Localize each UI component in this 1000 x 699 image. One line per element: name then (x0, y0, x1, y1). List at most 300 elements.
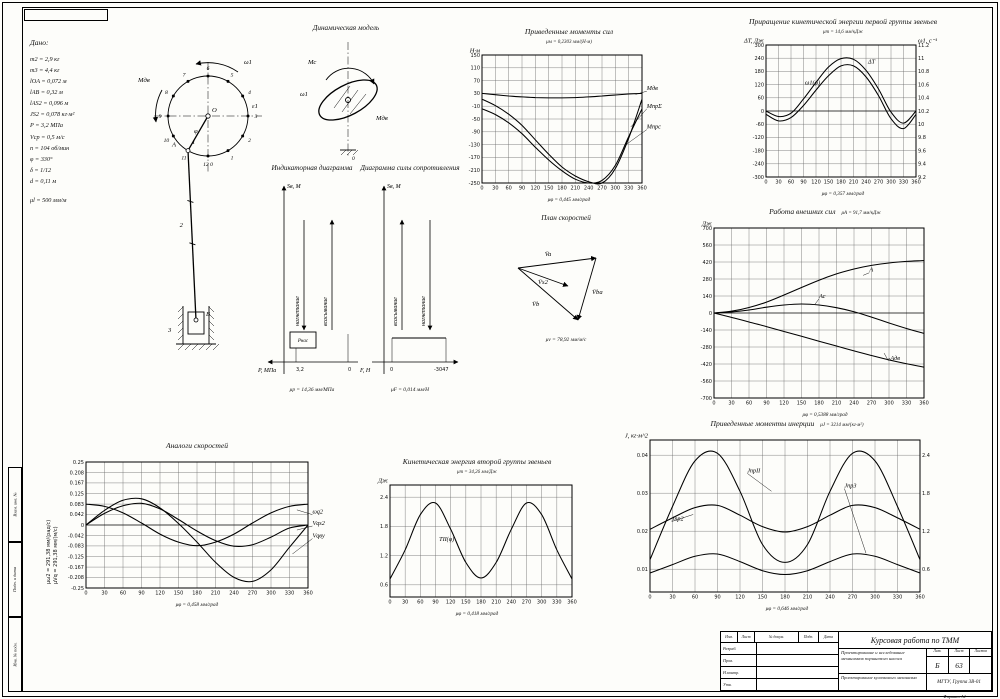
crank-position-label: 3 (254, 114, 258, 120)
indicator-canvas (256, 174, 368, 386)
x-tick-label: 210 (831, 400, 842, 407)
y2-tick-label: 1.2 (922, 529, 930, 535)
chart-canvas (620, 432, 954, 605)
position-dot (172, 95, 175, 98)
mc-label: Мс (308, 59, 317, 66)
y-tick-label: 0.25 (72, 459, 84, 466)
y-axis-unit: J, кг·м^2 (624, 432, 648, 440)
position-dot (227, 80, 230, 83)
position-dot (172, 135, 175, 138)
x-tick-label: 210 (210, 590, 221, 597)
given-data-block (30, 36, 122, 207)
link3-label: 3 (168, 327, 172, 334)
sheets-label: Листов (974, 649, 987, 653)
label-leader (292, 539, 312, 554)
y-tick-label: 420 (702, 259, 712, 266)
y2-tick-label: 9.2 (918, 174, 926, 181)
y-tick-label: 0 (80, 522, 84, 529)
x-tick-label: 0 (84, 590, 88, 597)
f-zero: 0 (390, 367, 394, 373)
x-tick-label: 90 (714, 594, 721, 601)
x-tick-label: 60 (417, 599, 424, 606)
position-dot (241, 95, 244, 98)
chart-title: Приращение кинетической энергии первой группы звеньев (748, 17, 938, 26)
y2-tick-label: 0.6 (922, 567, 930, 573)
resistance-diagram (358, 164, 462, 393)
chart-plot (458, 45, 678, 196)
y-tick-label: -560 (700, 378, 712, 385)
x-tick-label: 360 (637, 185, 647, 192)
y-tick-label: 140 (702, 293, 712, 300)
y-tick-label: 0 (760, 108, 764, 115)
x-tick-label: 180 (557, 185, 567, 192)
y2-tick-label: 11 (918, 56, 925, 62)
y-tick-label: 240 (754, 56, 764, 62)
x-tick-label: 150 (757, 594, 768, 601)
hatch-line (178, 328, 183, 333)
y-tick-label: -0.083 (67, 543, 84, 550)
y2-tick-label: 2.4 (922, 453, 930, 459)
chart-canvas (368, 475, 586, 610)
crank-position-label: 8 (165, 90, 168, 96)
chart-scale-note: μм = 0,2303 мм/(Н·м) (546, 40, 592, 45)
titleblock-header-row (721, 632, 838, 643)
hatch-line (192, 344, 198, 350)
hatch-line (178, 307, 183, 312)
s-axis-label: Sв, М (387, 184, 401, 190)
chart-plot (44, 454, 348, 601)
x-tick-label: 30 (492, 185, 499, 192)
sheet-number: 63 (949, 657, 971, 673)
chart-x-note: μφ = 0,458 мм/град (175, 602, 219, 608)
x-tick-label: 300 (266, 590, 276, 597)
crank-position-label: 4 (248, 90, 251, 96)
x-tick-label: 30 (775, 179, 782, 186)
y-tick-label: 0.208 (69, 470, 84, 477)
chart-title: Аналоги скоростей (165, 441, 229, 450)
joint-A (186, 149, 190, 153)
series-label: ТII(φ) (439, 536, 455, 543)
header-dokum: № докум. (755, 632, 799, 642)
series-label: Jпр2 (671, 515, 684, 523)
y-tick-label: 0 (708, 310, 712, 317)
y-tick-label: 0.042 (69, 512, 84, 519)
discharge-label: нагнетание (295, 296, 301, 326)
y2-tick-label: 10.2 (918, 108, 930, 115)
x-tick-label: 330 (623, 185, 634, 192)
y-tick-label: -0.25 (71, 585, 84, 592)
given-item: P = 3,2 МПа (30, 122, 63, 130)
y-tick-label: -0.125 (67, 554, 84, 561)
crank-position-label: 6 (206, 66, 210, 72)
y-axis-unit: Дж (377, 477, 388, 485)
y2-axis-unit: ω1, c⁻¹ (918, 37, 938, 45)
chart-kinetic2 (368, 450, 586, 617)
y-tick-label: 1.8 (380, 524, 388, 531)
given-item: lAS2 = 0,096 м (30, 100, 69, 108)
titleblock-row (721, 679, 838, 690)
x-tick-label: 150 (796, 400, 807, 407)
chart-canvas (44, 454, 350, 601)
x-tick-label: 240 (849, 400, 859, 407)
x-tick-label: 210 (802, 594, 813, 601)
lit-value: Б (927, 657, 949, 673)
hatch-line (209, 335, 214, 340)
suction-label: всасывание (323, 297, 329, 326)
x-tick-label: 210 (570, 185, 581, 192)
series-label: Ас (819, 292, 826, 300)
chart-plot (684, 220, 960, 411)
link1-label: 1 (192, 139, 196, 146)
chart-title: Приведенные моменты сил (524, 27, 614, 36)
chart-scale-note: μJ = 3214 мм/(кг·м²) (820, 423, 864, 428)
y-tick-label: -280 (700, 344, 712, 351)
crank-position-label: 1 (230, 155, 234, 162)
sheets-number (970, 657, 991, 673)
va-label: V̄a (544, 251, 552, 258)
y-tick-label: -180 (752, 148, 764, 155)
x-tick-label: 60 (505, 185, 512, 192)
vs2-label: V̄s2 (538, 279, 548, 286)
x-tick-label: 90 (800, 179, 807, 186)
y-tick-label: 180 (754, 69, 764, 76)
y-tick-label: -90 (471, 129, 480, 136)
x-tick-label: 0 (712, 400, 716, 407)
y-tick-label: -0.208 (67, 575, 84, 582)
x-tick-label: 180 (476, 599, 486, 606)
chart-plot (740, 35, 944, 190)
omega-arc-arrow (196, 63, 238, 72)
crank-link (188, 116, 208, 151)
crank-position-label: 12 0 (203, 162, 213, 168)
header-list: Лист (738, 632, 755, 642)
y2-tick-label: 10.4 (918, 95, 930, 102)
x-tick-label: 30 (728, 400, 735, 407)
resistance-scale: μF = 0,014 мм/Н (390, 387, 430, 393)
dynamic-model-title: Динамическая модель (312, 24, 380, 32)
hatch-line (199, 344, 205, 350)
hatch-line (178, 314, 183, 319)
lit-label: Лит. (927, 649, 949, 656)
series-label: А (869, 266, 874, 274)
y-tick-label: 1.2 (380, 553, 388, 560)
hatch-line (185, 344, 191, 350)
chart-x-note: μφ = 0,357 мм/град (821, 191, 865, 197)
mdv-label: Мдв (138, 77, 150, 84)
y-tick-label: 150 (470, 52, 480, 59)
x-tick-label: 330 (901, 400, 912, 407)
y-tick-label: 0.125 (69, 491, 84, 498)
y-tick-label: -240 (752, 161, 764, 168)
title-block (720, 631, 992, 691)
x-tick-label: 30 (101, 590, 108, 597)
series-label: ΔT (868, 58, 876, 66)
crank-position-label: 10 (163, 138, 170, 144)
x-tick-label: 0 (648, 594, 652, 601)
titleblock-middle (839, 649, 991, 674)
x-tick-label: 330 (284, 590, 295, 597)
given-item: φ = 330° (30, 155, 53, 163)
x-tick-label: 120 (811, 179, 821, 186)
organization: МГТУ, Группа 3В-01 (937, 679, 981, 685)
chart-plot (620, 432, 948, 605)
suction-label: всасывание (393, 297, 399, 326)
titleblock-signature-grid (721, 632, 839, 690)
x-tick-label: 360 (567, 599, 577, 606)
position-dot (207, 155, 210, 158)
y-tick-label: -50 (471, 116, 480, 123)
vb-vector (518, 268, 578, 320)
y-tick-label: -170 (468, 155, 480, 162)
x-tick-label: 270 (866, 400, 877, 407)
y-axis-unit: Н·м (469, 47, 480, 55)
given-item: lAB = 0,32 м (30, 88, 63, 96)
header-data: Дата (823, 635, 834, 639)
x-tick-label: 150 (173, 590, 184, 597)
indicator-scale: μр = 14,36 мм/МПа (289, 387, 335, 393)
chart-canvas (458, 45, 680, 196)
y2-tick-label: 9.6 (918, 148, 926, 155)
x-tick-label: 270 (873, 179, 884, 186)
hatch-line (213, 344, 219, 350)
x-tick-label: 30 (401, 599, 409, 606)
chart-x-note: μφ = 0,5388 мм/град (802, 412, 848, 418)
edge-stamp (8, 467, 22, 542)
connecting-rod (188, 151, 196, 320)
y-tick-label: 0.6 (380, 582, 388, 589)
mdv-label: Мдв (376, 115, 388, 122)
chart-plot (368, 475, 582, 610)
y-tick-label: 30 (473, 91, 480, 98)
x-tick-label: 90 (518, 185, 526, 192)
project-name: Проектирование и исследование механизмов поршневого насоса (839, 649, 927, 673)
point-O-label: O (212, 107, 217, 114)
x-tick-label: 240 (861, 179, 871, 186)
x-tick-label: 240 (506, 599, 517, 606)
omega-arc-arrow (326, 68, 374, 84)
joint-B (194, 318, 198, 322)
x-tick-label: 270 (597, 185, 607, 192)
p-value: 3,2 (296, 367, 304, 373)
hatch-line (353, 150, 358, 155)
hatch-line (178, 335, 183, 340)
crank-position-label: 5 (230, 72, 234, 79)
y-tick-label: -210 (468, 168, 480, 174)
y-tick-label: 0.03 (636, 491, 648, 497)
given-item: lOA = 0,072 м (30, 77, 67, 85)
label-leader (631, 109, 647, 127)
x-tick-label: 300 (536, 599, 547, 606)
edge-stamp-label: Подп. и дата (12, 566, 18, 593)
joint-O (206, 114, 210, 118)
x-tick-label: 120 (155, 590, 165, 597)
y-tick-label: 0.01 (636, 567, 648, 573)
x-tick-label: 270 (847, 594, 858, 601)
series-label: JпрII (747, 467, 761, 475)
resistance-canvas (358, 174, 462, 386)
crank-position-label: 11 (181, 155, 187, 162)
y2-tick-label: 9.8 (918, 135, 926, 142)
point-B-label: B (206, 311, 211, 318)
x-tick-label: 150 (543, 185, 554, 192)
chart-inertia (620, 412, 954, 612)
x-tick-label: 180 (780, 594, 790, 601)
y-tick-label: -0.167 (67, 564, 84, 571)
y-tick-label: -130 (468, 142, 480, 149)
y-tick-label: 60 (757, 95, 764, 102)
x-tick-label: 0 (388, 599, 392, 606)
label-leader (863, 273, 869, 276)
crank-position-label: 9 (158, 114, 162, 120)
y2-tick-label: 10 (918, 122, 925, 128)
x-tick-label: 90 (138, 590, 145, 597)
epsilon1-label: ε1 (252, 103, 258, 110)
chart-deltaT (740, 10, 946, 197)
x-tick-label: 360 (303, 590, 313, 597)
y-tick-label: -10 (471, 104, 480, 110)
s-axis-label: Sв, М (287, 184, 301, 190)
lit-values (927, 657, 991, 673)
y-axis-unit: ΔT, Дж (743, 37, 764, 45)
x-tick-label: 300 (610, 185, 621, 192)
x-tick-label: 60 (745, 400, 753, 407)
x-tick-label: 360 (919, 400, 929, 407)
velocity-plan (490, 214, 642, 343)
row-nkontr: Н.контр. (721, 667, 757, 678)
hatch-line (341, 150, 346, 155)
position-dot (187, 80, 190, 83)
chart-moments (458, 20, 680, 203)
given-item: m3 = 4,4 кг (30, 66, 60, 74)
point-A-label: A (172, 141, 177, 149)
y2-tick-label: 11.2 (918, 42, 930, 49)
hatch-line (178, 344, 184, 350)
hatch-line (209, 321, 214, 326)
x-tick-label: 270 (521, 599, 532, 606)
vb-label: V̄b (532, 301, 540, 308)
series-label: -Адв (888, 354, 900, 362)
x-tick-label: 60 (119, 590, 127, 597)
chart-canvas (684, 220, 966, 411)
mech-scale-note: μl = 500 мм/м (30, 197, 67, 205)
hatch-line (209, 328, 214, 333)
x-tick-label: 180 (192, 590, 202, 597)
subproject-name: Проектирование кулачкового механизма (839, 674, 927, 690)
dynamic-model-canvas (248, 34, 444, 164)
velocity-plan-canvas (490, 224, 642, 336)
series-label: Мдв (646, 85, 658, 93)
f-axis-label: F, Н (360, 368, 371, 374)
given-title: Дано: (30, 38, 49, 47)
row-razrab: Разраб. (721, 643, 757, 654)
edge-stamp (8, 617, 22, 692)
given-item: d = 0,11 м (30, 178, 57, 186)
series-label: Мпрс (646, 123, 661, 131)
x-tick-label: 330 (552, 599, 562, 606)
y2-tick-label: 10.6 (918, 82, 930, 89)
omega1-label: ω1 (300, 91, 308, 98)
crank-position-label: 2 (248, 138, 251, 144)
axis-scale-note: μVq = 291,38 мм/(м/с) (53, 526, 59, 584)
p-zero: 0 (348, 367, 352, 373)
y2-tick-label: 1.8 (922, 491, 930, 497)
y-tick-label: 560 (702, 242, 712, 249)
titleblock-row (721, 643, 838, 655)
y-tick-label: -120 (752, 135, 764, 142)
hatch-line (206, 344, 212, 350)
x-tick-label: 60 (787, 179, 795, 186)
y-tick-label: 120 (754, 82, 764, 89)
indicator-diagram (256, 164, 368, 393)
x-tick-label: 90 (763, 400, 770, 407)
label-leader (747, 473, 771, 491)
x-tick-label: 120 (735, 594, 745, 601)
lit-grid (927, 649, 991, 673)
chart-work (684, 200, 966, 418)
y-tick-label: 0.04 (636, 453, 648, 459)
series-label: Jпр3 (844, 482, 857, 490)
x-tick-label: 120 (445, 599, 456, 606)
pressure-box-label: Pнас (297, 339, 309, 344)
series-label: Vqs2 (312, 520, 325, 527)
position-dot (227, 149, 230, 152)
x-tick-label: 0 (480, 185, 484, 192)
x-tick-label: 60 (691, 594, 699, 601)
edge-stamp (8, 542, 22, 617)
crank-position-label: 7 (182, 72, 186, 79)
y-tick-label: -300 (752, 174, 764, 181)
given-list (30, 54, 122, 188)
document-title: Курсовая работа по ТММ (839, 632, 991, 649)
x-tick-label: 330 (892, 594, 903, 601)
titleblock-row (721, 667, 838, 679)
dynamic-model (248, 24, 444, 164)
x-tick-label: 330 (898, 179, 909, 186)
y-tick-label: -140 (700, 327, 712, 334)
chart-x-note: μφ = 0,445 мм/град (547, 197, 591, 203)
given-item: Vср = 0,5 м/с (30, 133, 65, 141)
y-tick-label: 280 (702, 276, 712, 283)
phi-label: φ (194, 128, 198, 135)
chart-x-note: μφ = 0,646 мм/град (765, 606, 809, 612)
x-tick-label: 240 (583, 185, 594, 192)
given-item: δ = 1/12 (30, 167, 52, 175)
header-izm: Изм. (721, 632, 738, 642)
x-tick-label: 210 (848, 179, 859, 186)
series-label: МпрΣ (646, 102, 662, 110)
velocity-plan-title: План скоростей (541, 214, 591, 222)
hatch-line (178, 321, 183, 326)
y-tick-label: -60 (755, 122, 764, 128)
y-tick-label: -420 (700, 361, 712, 368)
y-tick-label: 70 (473, 78, 480, 85)
vba-label: V̄ba (592, 289, 603, 296)
sheet-label: Лист (949, 649, 971, 656)
series-label: ωq2 (312, 508, 324, 516)
x-tick-label: 180 (836, 179, 846, 186)
edge-stamp-label: Инв. № подл. (12, 642, 18, 667)
x-tick-label: 210 (491, 599, 501, 606)
x-tick-label: 120 (779, 400, 789, 407)
position-dot (207, 75, 210, 78)
resistance-title: Диаграмма силы сопротивления (360, 164, 460, 172)
chart-scale-note: μт = 14,6 мм/кДж (823, 30, 863, 35)
x-tick-label: 180 (814, 400, 824, 407)
chart-scale-note: μт = 34,26 мм/Дж (456, 470, 498, 475)
titleblock-right (839, 632, 991, 690)
indicator-title: Индикаторная диаграмма (271, 164, 353, 172)
x-tick-label: 360 (911, 179, 921, 186)
